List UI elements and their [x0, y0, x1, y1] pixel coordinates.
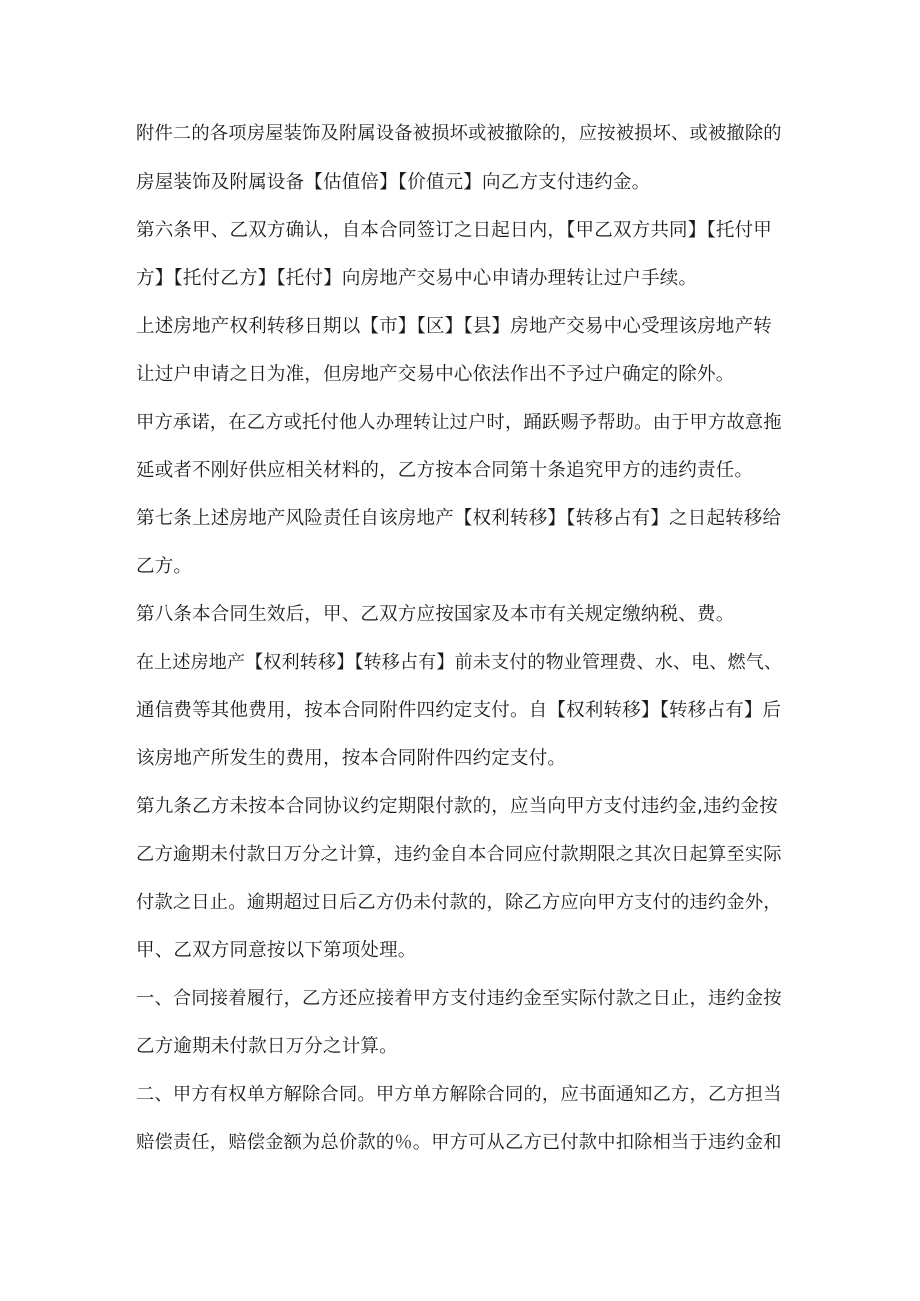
paragraph-line: 甲方承诺，在乙方或托付他人办理转让过户时，踊跃赐予帮助。由于甲方故意拖: [136, 412, 782, 433]
paragraph-line: 房屋装饰及附属设备【估值倍】【价值元】向乙方支付违约金。: [136, 172, 651, 193]
paragraph-line: 在上述房地产【权利转移】【转移占有】前未支付的物业管理费、水、电、燃气、: [136, 652, 783, 673]
paragraph-line: 付款之日止。逾期超过日后乙方仍未付款的，除乙方应向甲方支付的违约金外，: [136, 892, 782, 913]
paragraph-line: 让过户申请之日为准，但房地产交易中心依法作出不予过户确定的除外。: [136, 364, 735, 385]
paragraph-line: 上述房地产权利转移日期以【市】【区】【县】房地产交易中心受理该房地产转: [136, 316, 773, 337]
paragraph-line: 第八条本合同生效后，甲、乙双方应按国家及本市有关规定缴纳税、费。: [136, 604, 735, 625]
paragraph-line: 方】【托付乙方】【托付】向房地产交易中心申请办理转让过户手续。: [136, 268, 698, 289]
paragraph-line: 通信费等其他费用，按本合同附件四约定支付。自【权利转移】【转移占有】后: [136, 700, 782, 721]
paragraph-line: 乙方逾期未付款日万分之计算。: [136, 1036, 398, 1057]
paragraph-line: 附件二的各项房屋装饰及附属设备被损坏或被撤除的，应按被损坏、或被撤除的: [136, 123, 782, 144]
paragraph-line: 甲、乙双方同意按以下第项处理。: [136, 940, 417, 961]
paragraph-line: 赔偿责任，赔偿金额为总价款的％。甲方可从乙方已付款中扣除相当于违约金和: [136, 1132, 782, 1153]
paragraph-line: 延或者不刚好供应相关材料的，乙方按本合同第十条追究甲方的违约责任。: [136, 460, 754, 481]
paragraph-line: 该房地产所发生的费用，按本合同附件四约定支付。: [136, 748, 567, 769]
paragraph-line: 乙方逾期未付款日万分之计算，违约金自本合同应付款期限之其次日起算至实际: [136, 844, 782, 865]
paragraph-line: 第九条乙方未按本合同协议约定期限付款的，应当向甲方支付违约金,违约金按: [136, 796, 778, 817]
paragraph-line: 一、合同接着履行，乙方还应接着甲方支付违约金至实际付款之日止，违约金按: [136, 988, 782, 1009]
paragraph-line: 乙方。: [136, 556, 193, 577]
paragraph-line: 第七条上述房地产风险责任自该房地产【权利转移】【转移占有】之日起转移给: [136, 508, 782, 529]
paragraph-line: 二、甲方有权单方解除合同。甲方单方解除合同的，应书面通知乙方，乙方担当: [136, 1084, 782, 1105]
paragraph-line: 第六条甲、乙双方确认，自本合同签订之日起日内，【甲乙双方共同】【托付甲: [136, 220, 773, 241]
